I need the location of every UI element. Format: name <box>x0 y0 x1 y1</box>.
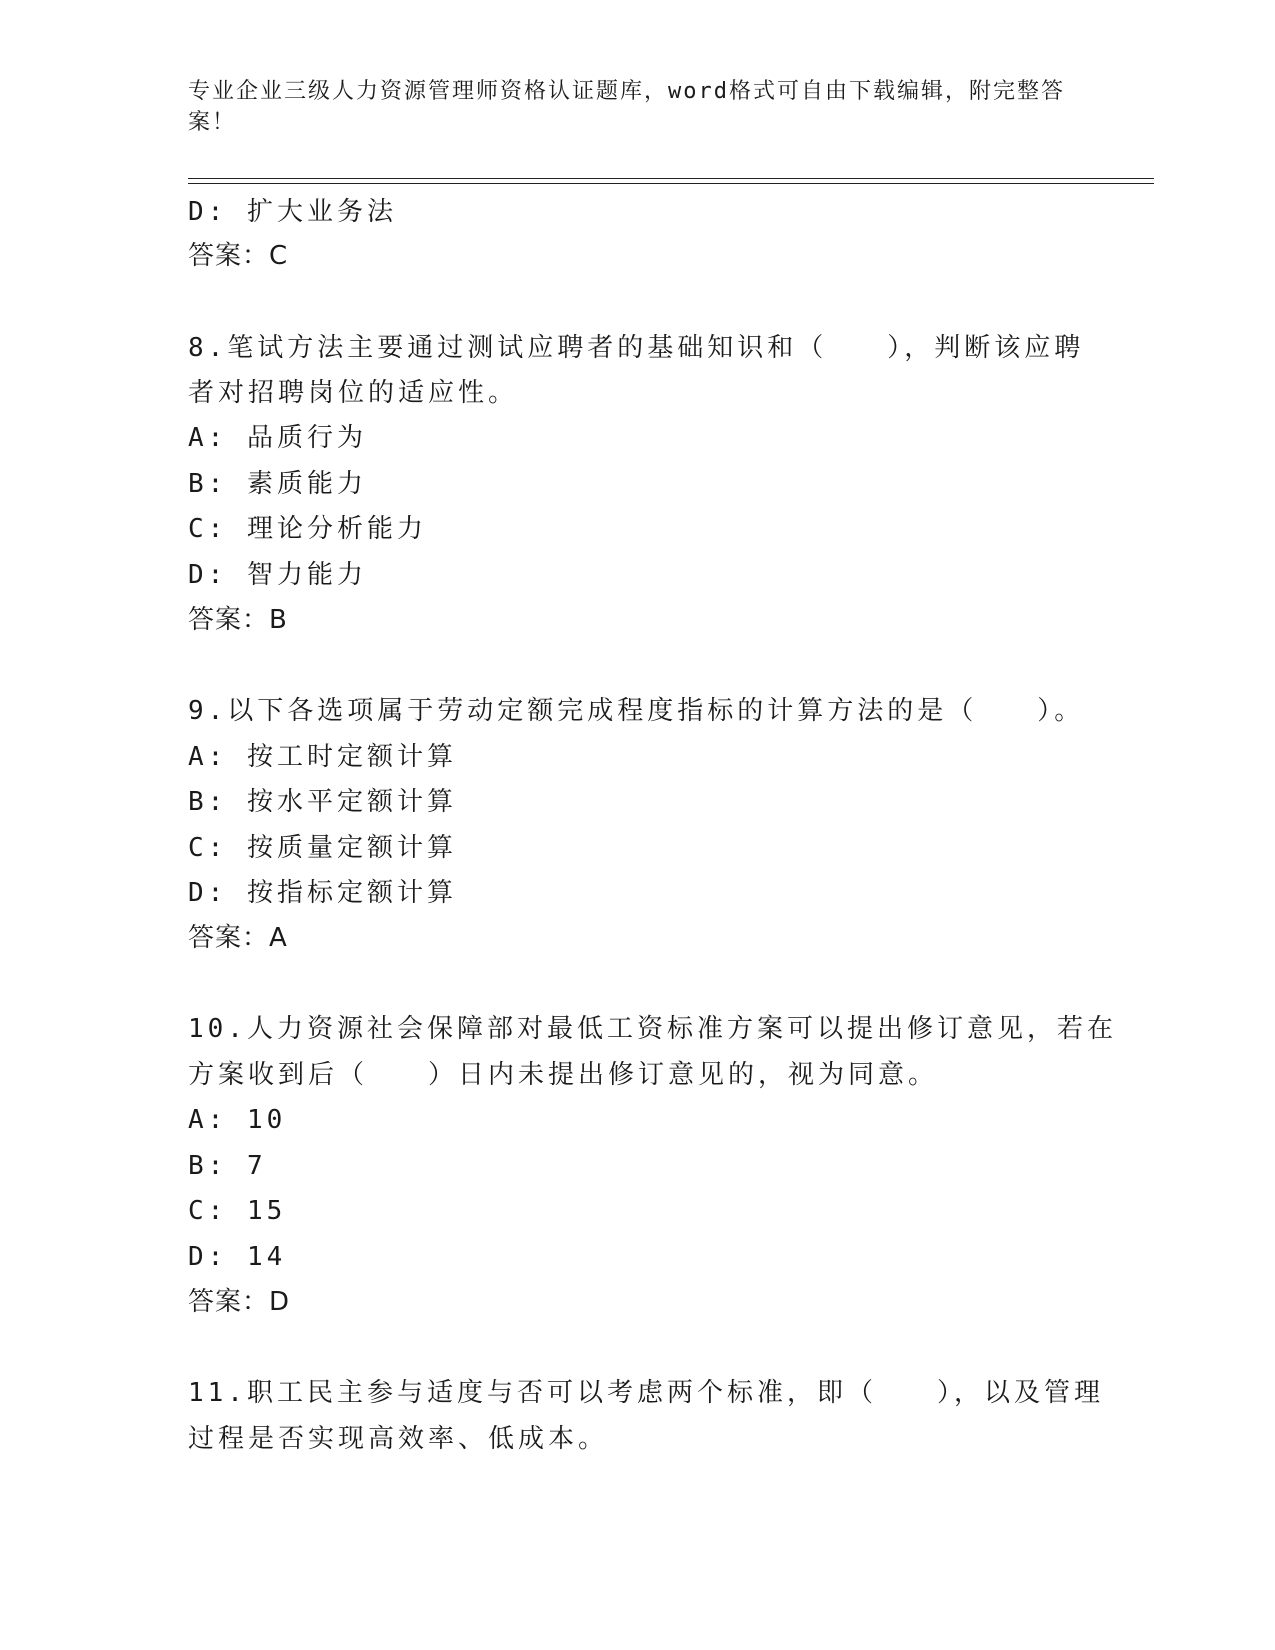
option-line: B: 7 <box>188 1151 267 1181</box>
question-line: 者对招聘岗位的适应性。 <box>188 378 519 408</box>
option-line: A: 10 <box>188 1105 287 1135</box>
header-rule-bottom <box>188 183 1154 184</box>
answer-line: 答案：B <box>188 605 288 635</box>
question-line: 过程是否实现高效率、低成本。 <box>188 1424 609 1454</box>
option-line: C: 理论分析能力 <box>188 514 427 544</box>
question-line: 8.笔试方法主要通过测试应聘者的基础知识和（ ），判断该应聘 <box>188 333 1085 363</box>
option-line: C: 按质量定额计算 <box>188 833 457 863</box>
question-line: 10.人力资源社会保障部对最低工资标准方案可以提出修订意见，若在 <box>188 1014 1117 1044</box>
question-line: 方案收到后（ ）日内未提出修订意见的，视为同意。 <box>188 1060 939 1090</box>
option-line: D: 按指标定额计算 <box>188 878 457 908</box>
option-line: D: 扩大业务法 <box>188 197 397 227</box>
option-line: B: 素质能力 <box>188 469 367 499</box>
answer-line: 答案：A <box>188 923 288 953</box>
question-line: 9.以下各选项属于劳动定额完成程度指标的计算方法的是（ ）。 <box>188 696 1085 726</box>
page-header: 专业企业三级人力资源管理师资格认证题库，word格式可自由下载编辑，附完整答案！ <box>188 79 1065 135</box>
question-line: 11.职工民主参与适度与否可以考虑两个标准，即（ ），以及管理 <box>188 1378 1104 1408</box>
answer-line: 答案：D <box>188 1287 291 1317</box>
option-line: A: 品质行为 <box>188 423 367 453</box>
answer-line: 答案：C <box>188 241 289 271</box>
option-line: D: 智力能力 <box>188 560 367 590</box>
option-line: D: 14 <box>188 1242 287 1272</box>
option-line: C: 15 <box>188 1196 287 1226</box>
option-line: A: 按工时定额计算 <box>188 742 457 772</box>
option-line: B: 按水平定额计算 <box>188 787 457 817</box>
header-rule-top <box>188 178 1154 179</box>
